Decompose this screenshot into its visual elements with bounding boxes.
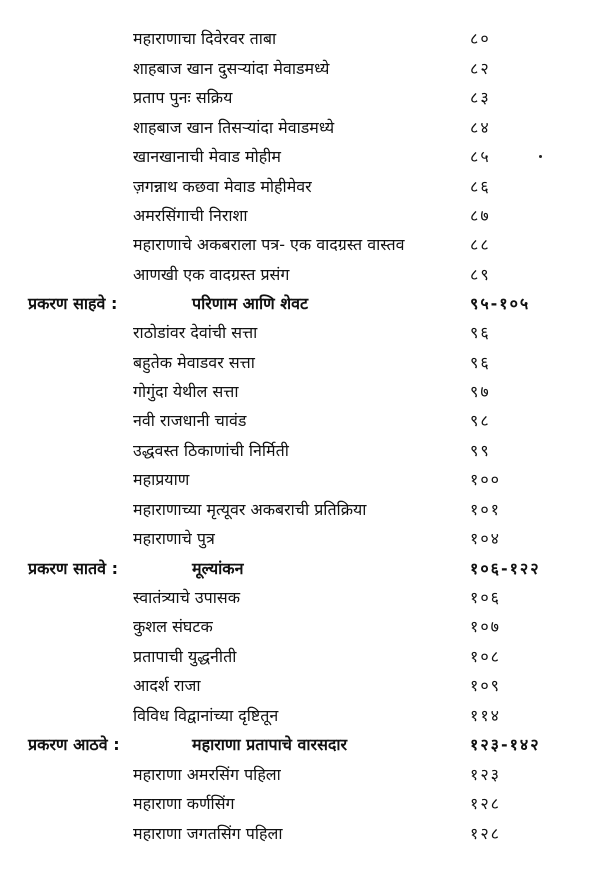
toc-entry: [0, 377, 600, 406]
toc-entry-page: ११४: [470, 706, 501, 725]
toc-entry-page: ८३: [470, 88, 491, 107]
toc-entry-title: खानखानाची मेवाड मोहीम: [133, 147, 281, 166]
toc-chapter-heading: [0, 554, 600, 583]
toc-entry-title: गोगुंदा येथील सत्ता: [133, 382, 239, 401]
toc-entry-title: महाराणाचे पुत्र: [133, 529, 215, 548]
chapter-label: प्रकरण सातवे :: [28, 559, 119, 578]
toc-entry-title: शाहबाज खान दुसऱ्यांदा मेवाडमध्ये: [133, 59, 330, 78]
toc-entry-page: ८२: [470, 59, 491, 78]
chapter-page-range: १२३-१४२: [470, 735, 541, 754]
toc-entry-page: ८७: [470, 206, 491, 225]
toc-entry-title: विविध विद्वानांच्या दृष्टितून: [133, 706, 279, 725]
toc-entry: [0, 24, 600, 53]
toc-entry: [0, 348, 600, 377]
toc-entry-page: ९९: [470, 441, 491, 460]
toc-entry: [0, 583, 600, 612]
toc-entry-page: १०८: [470, 647, 501, 666]
toc-entry-title: उद्धवस्त ठिकाणांची निर्मिती: [133, 441, 289, 460]
chapter-page-range: ९५-१०५: [470, 294, 531, 313]
toc-entry-title: महाराणाचा दिवेरवर ताबा: [133, 29, 277, 48]
toc-entry-title: राठोडांवर देवांची सत्ता: [133, 323, 258, 342]
toc-entry: [0, 524, 600, 553]
chapter-label: प्रकरण आठवे :: [28, 735, 120, 754]
toc-entry: [0, 260, 600, 289]
toc-entry-title: बहुतेक मेवाडवर सत्ता: [133, 353, 255, 372]
toc-entry-title: प्रताप पुनः सक्रिय: [133, 88, 233, 107]
toc-entry-title: महाप्रयाण: [133, 470, 190, 489]
toc-entry-page: ९६: [470, 323, 491, 342]
chapter-label: प्रकरण साहवे :: [28, 294, 118, 313]
chapter-title: महाराणा प्रतापाचे वारसदार: [192, 735, 348, 754]
toc-entry-title: महाराणाचे अकबराला पत्र- एक वादग्रस्त वास्तव: [133, 235, 405, 254]
toc-entry-title: महाराणाच्या मृत्यूवर अकबराची प्रतिक्रिया: [133, 500, 367, 519]
toc-entry-title: स्वातंत्र्याचे उपासक: [133, 588, 240, 607]
toc-entry: [0, 83, 600, 112]
toc-entry: [0, 612, 600, 641]
toc-entry: [0, 406, 600, 435]
toc-entry-title: अमरसिंगाची निराशा: [133, 206, 248, 225]
toc-entry: [0, 436, 600, 465]
toc-entry: [0, 760, 600, 789]
toc-entry: [0, 495, 600, 524]
toc-entry: [0, 54, 600, 83]
toc-entry-page: १२३: [470, 765, 501, 784]
toc-entry-title: नवी राजधानी चावंड: [133, 411, 247, 430]
toc-entry-title: ज़गन्नाथ कछवा मेवाड मोहीमेवर: [133, 177, 312, 196]
toc-entry-page: ९८: [470, 411, 491, 430]
toc-entry: [0, 172, 600, 201]
chapter-title: परिणाम आणि शेवट: [192, 294, 309, 313]
toc-entry-title: महाराणा अमरसिंग पहिला: [133, 765, 281, 784]
toc-entry-page: १२८: [470, 824, 501, 843]
chapter-page-range: १०६-१२२: [470, 559, 541, 578]
toc-entry-page: १०७: [470, 617, 501, 636]
toc-entry-page: ८९: [470, 265, 491, 284]
toc-entry-page: ९७: [470, 382, 491, 401]
toc-entry: [0, 819, 600, 848]
toc-entry-title: शाहबाज खान तिसऱ्यांदा मेवाडमध्ये: [133, 118, 335, 137]
toc-entry-title: कुशल संघटक: [133, 617, 213, 636]
toc-entry-page: ८८: [470, 235, 491, 254]
toc-entry-title: महाराणा कर्णसिंग: [133, 794, 235, 813]
toc-entry: [0, 142, 600, 171]
toc-entry: [0, 465, 600, 494]
toc-entry-page: १०९: [470, 676, 501, 695]
toc-entry-page: ९६: [470, 353, 491, 372]
toc-entry-page: १००: [470, 470, 501, 489]
toc-entry-page: १०४: [470, 529, 501, 548]
toc-entry-title: महाराणा जगतसिंग पहिला: [133, 824, 283, 843]
chapter-title: मूल्यांकन: [192, 559, 244, 578]
toc-entry-title: प्रतापाची युद्धनीती: [133, 647, 237, 666]
toc-entry: [0, 113, 600, 142]
toc-entry: [0, 701, 600, 730]
toc-entry: [0, 789, 600, 818]
toc-entry: [0, 230, 600, 259]
print-speck: [539, 155, 542, 158]
toc-chapter-heading: [0, 289, 600, 318]
toc-entry-title: आणखी एक वादग्रस्त प्रसंग: [133, 265, 290, 284]
toc-entry-page: ८४: [470, 118, 491, 137]
toc-chapter-heading: [0, 730, 600, 759]
toc-entry-page: ८०: [470, 29, 491, 48]
toc-entry-page: १०६: [470, 588, 501, 607]
toc-entry: [0, 642, 600, 671]
toc-entry: [0, 318, 600, 347]
toc-entry-page: १२८: [470, 794, 501, 813]
toc-entry-page: ८६: [470, 177, 491, 196]
toc-entry-title: आदर्श राजा: [133, 676, 201, 695]
toc-entry: [0, 201, 600, 230]
toc-entry-page: १०१: [470, 500, 501, 519]
toc-entry: [0, 671, 600, 700]
toc-entry-page: ८५: [470, 147, 491, 166]
